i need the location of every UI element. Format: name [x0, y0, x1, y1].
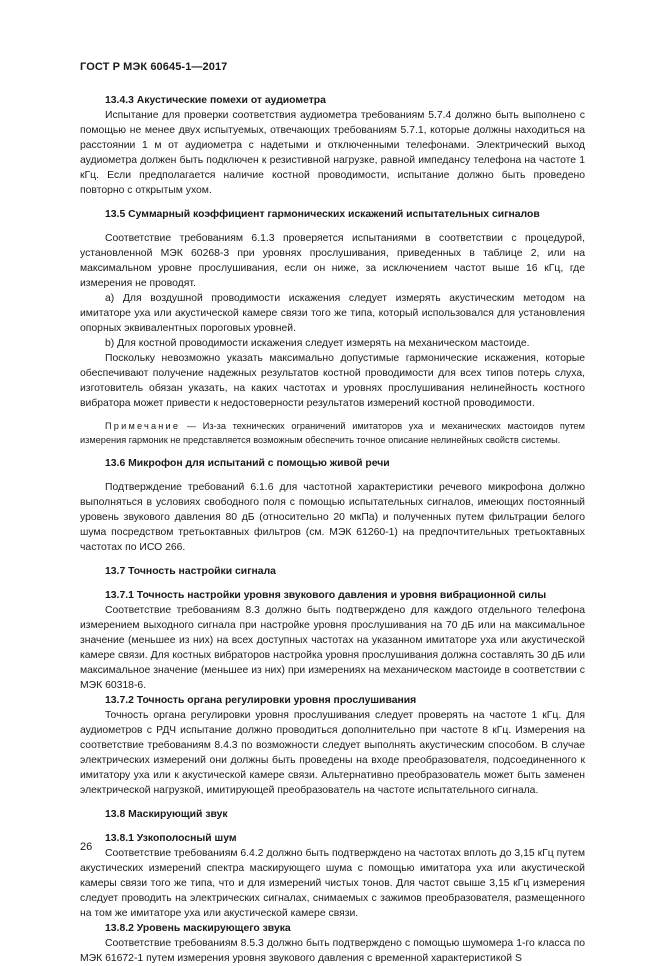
- section-13-8-2-paragraph: Соответствие требованиям 8.5.3 должно быть подтверждено с помощью шумомера 1-го класса по МЭК 61672-1 путем измерения уровня звукового давления с временной характеристикой S: [80, 938, 585, 964]
- section-13-6-title: 13.6 Микрофон для испытаний с помощью живой речи: [105, 458, 390, 469]
- section-13-4-3-title: 13.4.3 Акустические помехи от аудиометра: [105, 95, 326, 106]
- standard-header: ГОСТ Р МЭК 60645-1—2017: [80, 61, 228, 73]
- section-13-5-title: 13.5 Суммарный коэффициент гармонических искажений испытательных сигналов: [105, 209, 540, 220]
- section-13-5-note: [80, 420, 585, 447]
- section-13-8-title: 13.8 Маскирующий звук: [105, 809, 228, 820]
- section-13-5-item-a: a) Для воздушной проводимости искажения следует измерять акустическим методом на имитаторе уха или акустической камере связи того же типа, который использовался для установления опорных эквивалентных пороговых уровней.: [80, 293, 585, 334]
- spacer: [80, 447, 585, 456]
- section-13-8-1-paragraph: Соответствие требованиям 6.4.2 должно быть подтверждено на частотах вплоть до 3,15 кГц путем акустических измерений спектра маскирующего шума с помощью имитатора уха или акустической камеры связи того же типа, что и для измерений чистых тонов. Для частот свыше 3,15 кГц измерения следует проводить на электрических сигналах, снимаемых с зажимов преобразователя, размещенного на том же имитаторе уха или акустической камере связи.: [80, 848, 585, 919]
- section-13-7-1-title: 13.7.1 Точность настройки уровня звукового давления и уровня вибрационной силы: [105, 590, 547, 601]
- spacer: [80, 471, 585, 480]
- note-text: — Из-за технических ограничений имитаторов уха и механических мастоидов путем измерения гармоник не представляется возможным обеспечить точное описание нелинейных свойств системы.: [80, 421, 585, 445]
- section-13-6-paragraph: Подтверждение требований 6.1.6 для частотной характеристики речевого микрофона должно выполняться в условиях свободного поля с помощью испытательных сигналов, имеющих постоянный уровень звукового давления 80 дБ (относительно 20 мкПа) и полученных путем фильтрации белого шума посредством третьоктавных фильтров (см. МЭК 61260-1) на предпочтительных третьоктавных частотах по ИСО 266.: [80, 482, 585, 553]
- section-13-5-paragraph-1: Соответствие требованиям 6.1.3 проверяется испытаниями в соответствии с процедурой, установленной МЭК 60268-3 при уровнях прослушивания, приведенных в таблице 2, или на максимальном уровне прослушивания, если он ниже, за исключением частот выше 16 кГц, где измерения не проводят.: [80, 233, 585, 289]
- spacer: [80, 198, 585, 207]
- section-13-7-2-title: 13.7.2 Точность органа регулировки уровня прослушивания: [105, 695, 417, 706]
- section-13-5-item-b: b) Для костной проводимости искажения следует измерять на механическом мастоиде.: [105, 338, 530, 349]
- note-label: Примечание: [105, 421, 181, 431]
- section-13-8-2-title: 13.8.2 Уровень маскирующего звука: [105, 923, 291, 934]
- section-13-7-1-paragraph: Соответствие требованиям 8.3 должно быть подтверждено для каждого отдельного телефона измерением выходного сигнала при настройке уровня прослушивания на 70 дБ или на максимальное значение (меньшее из них) на всех доступных частотах на указанном имитаторе уха или акустической камере связи. Для костных вибраторов настройка уровня прослушивания должна составлять 30 дБ или максимальное значение (меньшее из них) при измерениях на механическом мастоиде в соответствии с МЭК 60318-6.: [80, 605, 585, 691]
- section-13-4-3-paragraph: Испытание для проверки соответствия аудиометра требованиям 5.7.4 должно быть выполнено с помощью не менее двух испытуемых, отвечающих требованиям 5.7.1, которые должны находиться на расстоянии 1 м от аудиометра с надетыми и отключенными телефонами. Электрический выход аудиометра должен быть подключен к резистивной нагрузке, равной импедансу телефона на частоте 1 кГц. Если предполагается наличие костной проводимости, испытание должно быть проведено повторно с открытым ухом.: [80, 110, 585, 196]
- spacer: [80, 822, 585, 831]
- section-13-7-2-paragraph: Точность органа регулировки уровня прослушивания следует проверять на частоте 1 кГц. Для аудиометров с РДЧ испытание должно проводиться дополнительно при частоте 8 кГц. Измерения на соответствие требованиям 8.4.3 по возможности следует выполнять акустическим способом. В случае электрических измерений они должны быть проведены на входе преобразователя, подсоединенного к имитатору уха или к акустической камере связи. Альтернативно преобразователь может быть заменен электрической нагрузкой, имитирующей преобразователь на частоте испытательного сигнала.: [80, 710, 585, 796]
- spacer: [80, 555, 585, 564]
- spacer: [80, 222, 585, 231]
- page-number: 26: [80, 841, 93, 853]
- spacer: [80, 411, 585, 420]
- section-13-7-title: 13.7 Точность настройки сигнала: [105, 566, 276, 577]
- section-13-8-1-title: 13.8.1 Узкополосный шум: [105, 833, 237, 844]
- document-body: [80, 93, 585, 966]
- spacer: [80, 579, 585, 588]
- section-13-5-paragraph-4: Поскольку невозможно указать максимально допустимые гармонические искажения, которые обеспечивают получение надежных результатов костной проводимости для всех типов потерь слуха, изготовитель обязан указать, на каких частотах и уровнях прослушивания нелинейность костного вибратора может привести к недостоверности результатов измерений костной проводимости.: [80, 353, 585, 409]
- spacer: [80, 798, 585, 807]
